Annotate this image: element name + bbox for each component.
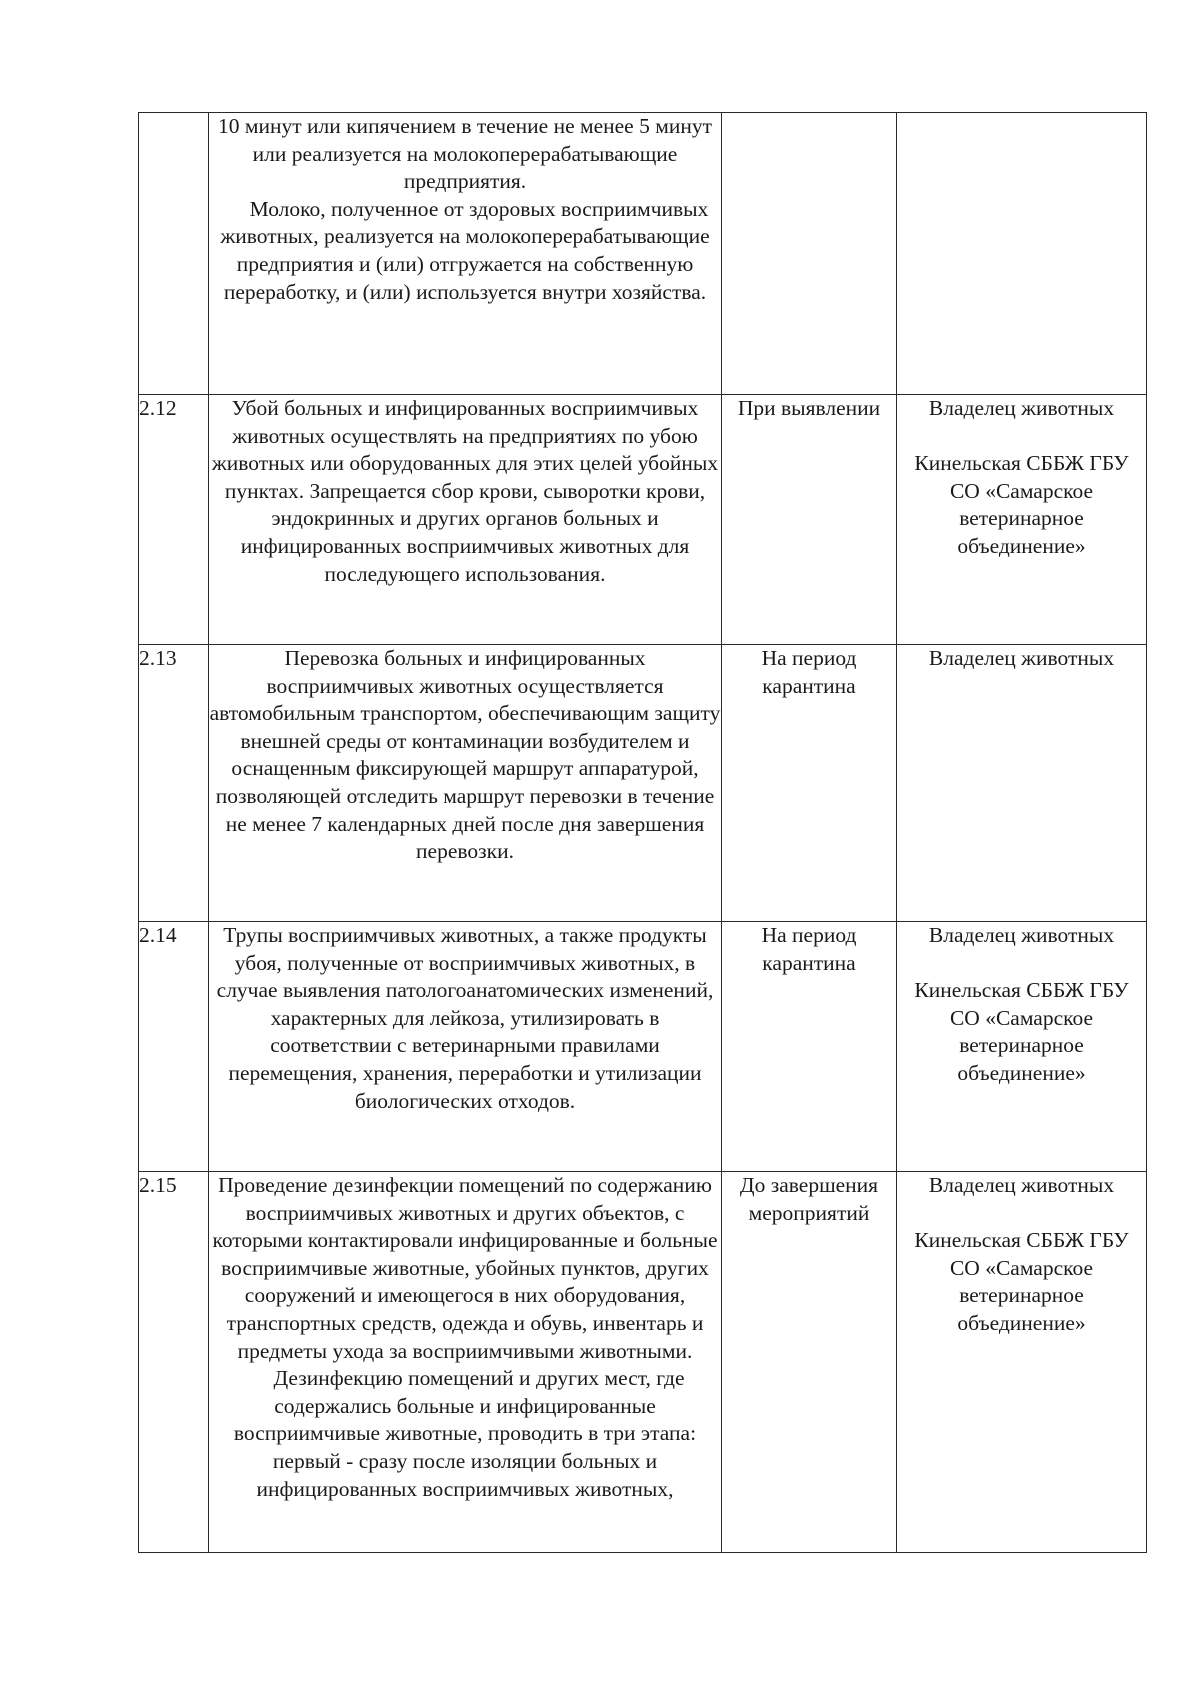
description-paragraph: Молоко, полученное от здоровых восприимчивых животных, реализуется на молокоперерабатывающие предприятия и (или) отгружается на собственную переработку, и (или) используется внутри хозяйства. <box>220 196 710 304</box>
row-description-cell <box>209 922 722 1172</box>
description-paragraph: Проведение дезинфекции помещений по содержанию восприимчивых животных и других объектов, с которыми контактировали инфицированные и больные восприимчивые животные, убойных пунктов, других сооружений и имеющегося в них оборудования, транспортных средств, одежда и обувь, инвентарь и предметы ухода за восприимчивыми животными. <box>212 1173 718 1363</box>
row-number-cell: 2.15 <box>139 1172 209 1553</box>
row-number-cell: 2.13 <box>139 645 209 922</box>
responsible-organization: Кинельская СББЖ ГБУ СО «Самарское ветеринарное объединение» <box>914 978 1129 1085</box>
responsible-organization: Кинельская СББЖ ГБУ СО «Самарское ветеринарное объединение» <box>914 451 1129 558</box>
row-responsible-cell <box>897 113 1147 395</box>
table-row <box>139 395 1147 645</box>
responsible-owner: Владелец животных <box>928 396 1115 420</box>
row-responsible-cell <box>897 645 1147 922</box>
description-paragraph: Перевозка больных и инфицированных восприимчивых животных осуществляется автомобильным транспортом, обеспечивающим защиту внешней среды от контаминации возбудителем и оснащенным фиксирующей маршрут аппаратурой, позволяющей отследить маршрут перевозки в течение не менее 7 календарных дней после дня завершения перевозки. <box>209 646 721 864</box>
row-number-cell <box>139 113 209 395</box>
description-paragraph: Убой больных и инфицированных восприимчивых животных осуществлять на предприятиях по убою животных или оборудованных для этих целей убойных пунктах. Запрещается сбор крови, сыворотки крови, эндокринных и других органов больных и инфицированных восприимчивых животных для последующего использования. <box>211 396 719 586</box>
row-description-cell <box>209 1172 722 1553</box>
table-row <box>139 1172 1147 1553</box>
row-responsible-cell <box>897 922 1147 1172</box>
responsible-owner: Владелец животных <box>928 923 1115 947</box>
table-row <box>139 922 1147 1172</box>
responsible-owner: Владелец животных <box>928 646 1115 670</box>
row-description-cell <box>209 113 722 395</box>
row-number-cell: 2.14 <box>139 922 209 1172</box>
row-description-cell <box>209 395 722 645</box>
responsible-organization: Кинельская СББЖ ГБУ СО «Самарское ветеринарное объединение» <box>914 1228 1129 1335</box>
table-row <box>139 645 1147 922</box>
row-responsible-cell <box>897 395 1147 645</box>
measures-table <box>138 112 1147 1553</box>
row-term-cell: На период карантина <box>722 645 897 922</box>
row-term-cell <box>722 113 897 395</box>
row-responsible-cell <box>897 1172 1147 1553</box>
row-description-cell <box>209 645 722 922</box>
row-term-cell: На период карантина <box>722 922 897 1172</box>
row-number-cell: 2.12 <box>139 395 209 645</box>
table-row <box>139 113 1147 395</box>
description-paragraph: Трупы восприимчивых животных, а также продукты убоя, полученные от восприимчивых животных, в случае выявления патологоанатомических изменений, характерных для лейкоза, утилизировать в соответствии с ветеринарными правилами перемещения, хранения, переработки и утилизации биологических отходов. <box>216 923 714 1113</box>
responsible-owner: Владелец животных <box>928 1173 1115 1197</box>
row-term-cell: До завершения мероприятий <box>722 1172 897 1553</box>
description-paragraph: Дезинфекцию помещений и других мест, где содержались больные и инфицированные восприимчивые животные, проводить в три этапа: первый - сразу после изоляции больных и инфицированных восприимчивых животных, <box>233 1366 697 1501</box>
description-paragraph: 10 минут или кипячением в течение не менее 5 минут или реализуется на молокоперерабатывающие предприятия. <box>217 114 712 194</box>
row-term-cell: При выявлении <box>722 395 897 645</box>
